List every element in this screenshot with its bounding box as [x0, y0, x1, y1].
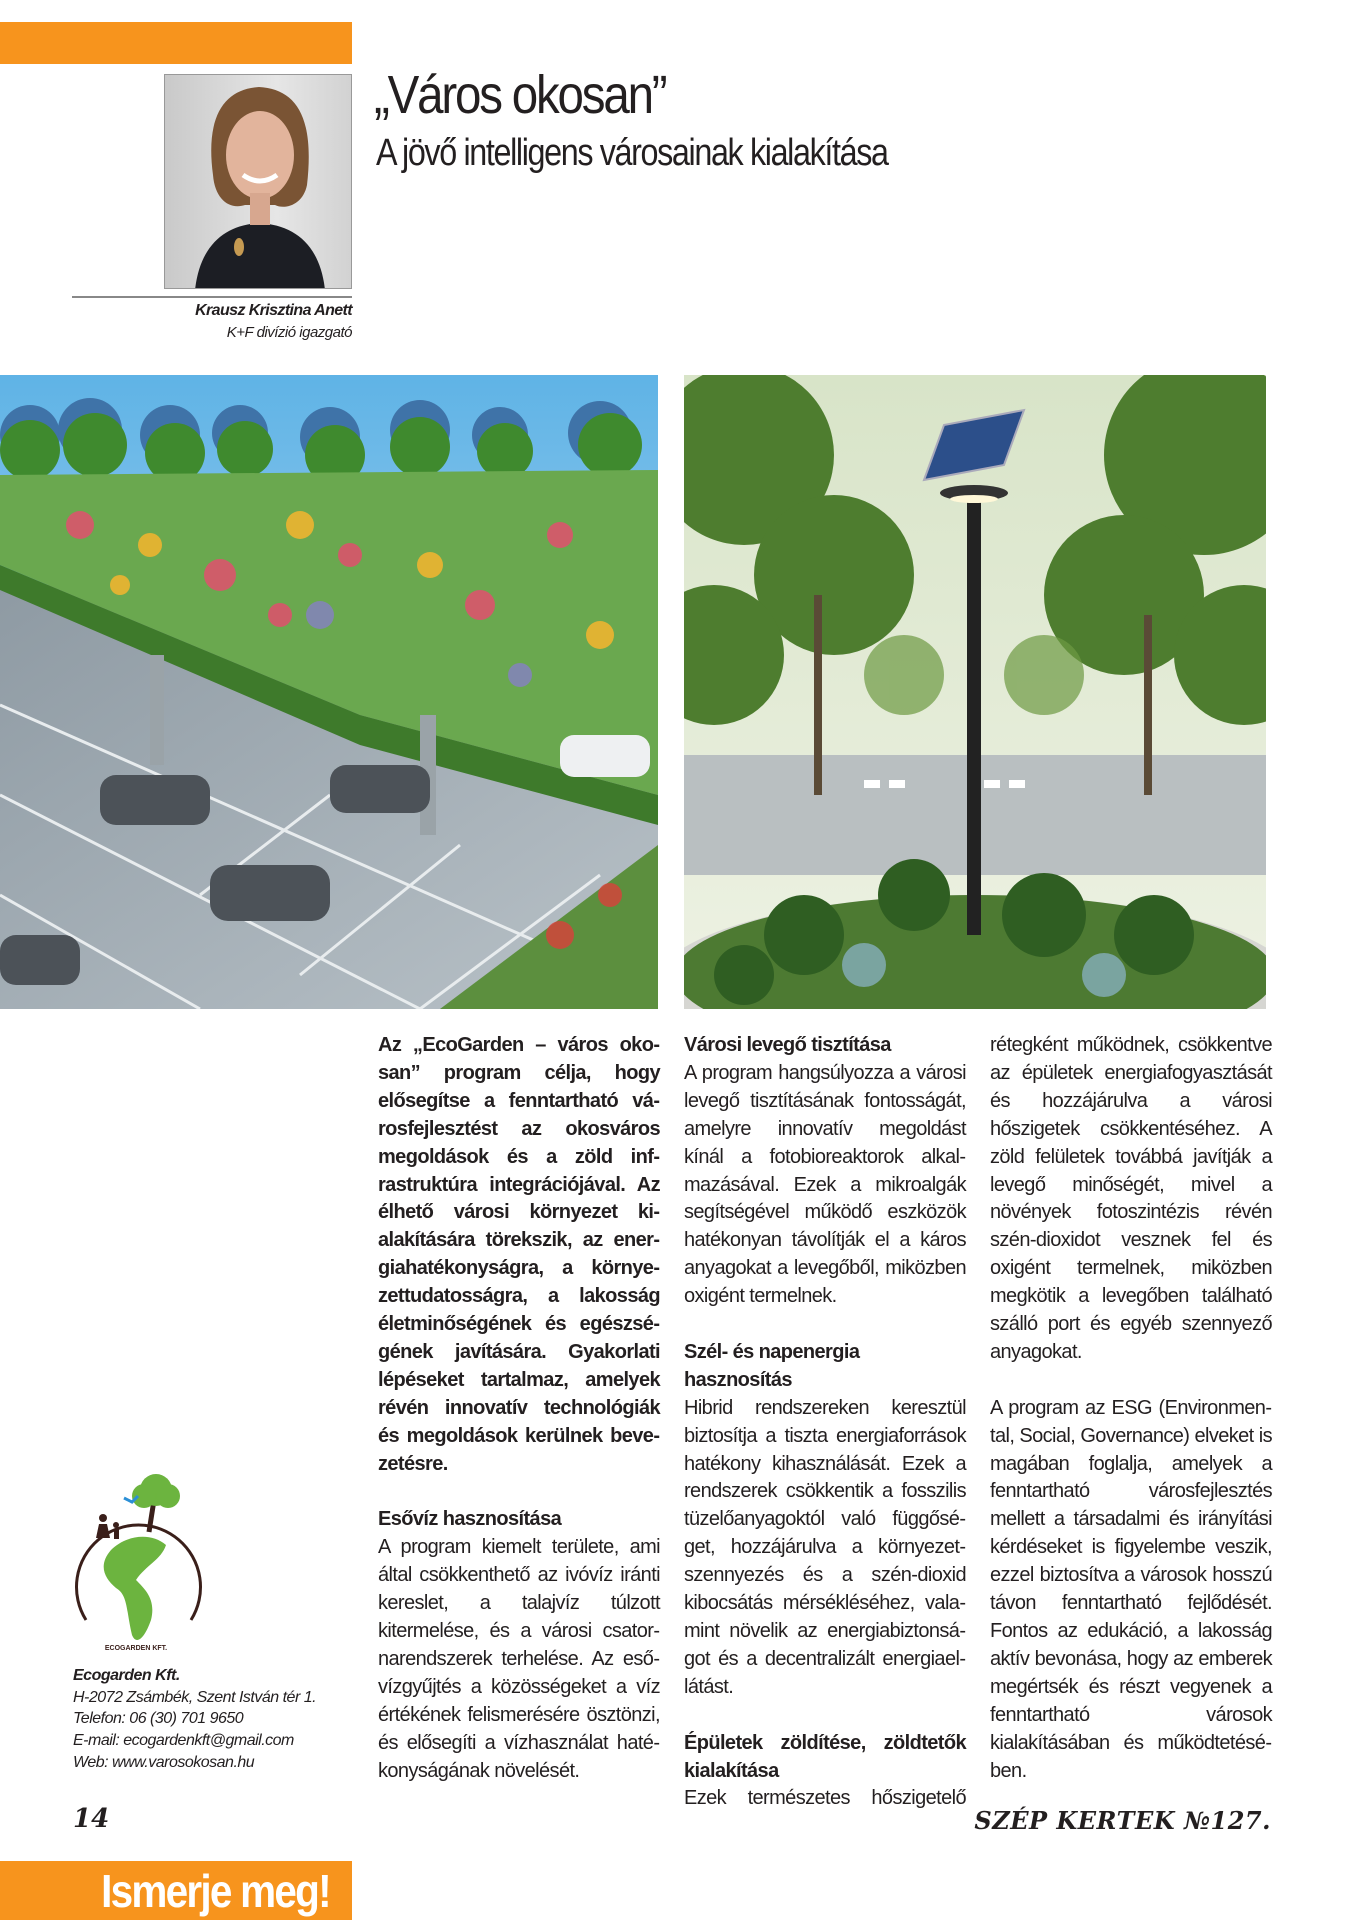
column-2 — [684, 1032, 966, 1813]
company-web[interactable]: Web: www.varosokosan.hu — [73, 1753, 255, 1771]
section-label-bar — [0, 1861, 352, 1920]
green-roof-parking-image — [0, 375, 658, 1009]
company-phone: Telefon: 06 (30) 701 9650 — [73, 1710, 244, 1728]
section-heading: Városi levegő tisztítása — [684, 1034, 891, 1056]
section-body-continued: rétegként működnek, csökkentve az épületek energiafogyasztását és hozzájárulva a városi hőszigetek csökkentéséhez. A zöld felületek továbbá javítják a levegő minőségét, mivel a növények fotoszintézis révén szén-dioxidot vesznek fel és oxigént termelnek, miközben megkötik a levegőben található szálló port és egyéb szennyező anyagokat. — [990, 1034, 1272, 1363]
article-intro: Az „EcoGarden – város okosan” program célja, hogy elősegítse a fenntartható városfejlesztést az okosváros megoldások és a zöld infrastruktúra integrációjával. Az élhető városi környezet kialakítására törekszik, az energiahatékonyságra, a környezettudatosságra, a lakosság életminőségének és egészségének javítására. Gyakorlati lépéseket tartalmaz, amelyek révén innovatív technológiák és megoldások kerülnek bevezetésre. — [378, 1034, 660, 1475]
column-3 — [990, 1032, 1272, 1785]
author-portrait — [164, 74, 352, 289]
company-name: Ecogarden Kft. — [73, 1667, 180, 1684]
ecogarden-logo — [66, 1470, 206, 1656]
section-body: A program hangsúlyozza a városi levegő tisztításának fontosságát, amelyre innovatív megoldást kínál a fotobioreaktorok alkalmazásával. Ezek a mikroalgák segítségével működő eszközök hatékonyan távolítják el a káros anyagokat a levegőből, miközben oxigént termelnek. — [684, 1061, 966, 1308]
page-number: 14 — [73, 1804, 110, 1834]
company-contact — [73, 1665, 316, 1774]
company-address: H-2072 Zsámbék, Szent István tér 1. — [73, 1688, 317, 1706]
author-name: Krausz Krisztina Anett — [195, 302, 352, 319]
section-heading: Épületek zöldítése, zöldtetők kialakítása — [684, 1731, 966, 1782]
article-title: „Város okosan” — [374, 65, 666, 125]
column-1 — [378, 1032, 660, 1785]
author-role: K+F divízió igazgató — [226, 324, 352, 341]
section-body: A program kiemelt területe, ami által csökkenthető az ivóvíz iránti kereslet, a talajvíz túlzott kitermelése, és a városi csatornarendszerek terhelése. Az esővízgyűjtés a közösségeket a víz értékének felismerésére ösztönzi, és elősegíti a vízhasználat hatékonyságának növelését. — [378, 1536, 660, 1782]
top-accent-bar — [0, 22, 352, 64]
article-subtitle: A jövő intelligens városainak kialakítása — [376, 132, 888, 174]
article-closing: A program az ESG (Environmental, Social, Governance) elveket is magában foglalja, amelyek a fenntartható városfejlesztés mellett a társadalmi és irányítási kérdéseket is figyelembe veszik, ezzel biztosítva a városok hosszú távon fenntartható fejlődését. Fontos az edukáció, a lakosság aktív bevonása, hogy az emberek megértsék és részt vegyenek a fenntartható városok kialakításában és működtetésében. — [990, 1396, 1272, 1782]
company-email[interactable]: E-mail: ecogardenkft@gmail.com — [73, 1732, 294, 1750]
section-label: Ismerje meg! — [101, 1865, 330, 1917]
magazine-issue: SZÉP KERTEK №127. — [974, 1806, 1271, 1835]
author-divider — [72, 296, 352, 298]
solar-street-lamp-image — [684, 375, 1266, 1009]
section-body: Hibrid rendszereken keresztül biztosítja a tiszta energiaforrások hatékony kihasználását. Ezek a rendszerek csökkentik a fosszilis tüzelőanyagoktól való függőséget, hozzájárulva a környezetszennyezés és a szén-dioxid kibocsátás mérsékléséhez, valamint növelik az energiabiztonságot és a decentralizált energiaellátást. — [684, 1396, 966, 1698]
section-heading: Esővíz hasznosítása — [378, 1508, 562, 1531]
section-body: Ezek természetes hőszigetelő — [684, 1787, 966, 1810]
section-heading: Szél- és napenergia hasznosítás — [684, 1340, 860, 1391]
svg-text:ECOGARDEN KFT.: ECOGARDEN KFT. — [104, 1645, 168, 1652]
